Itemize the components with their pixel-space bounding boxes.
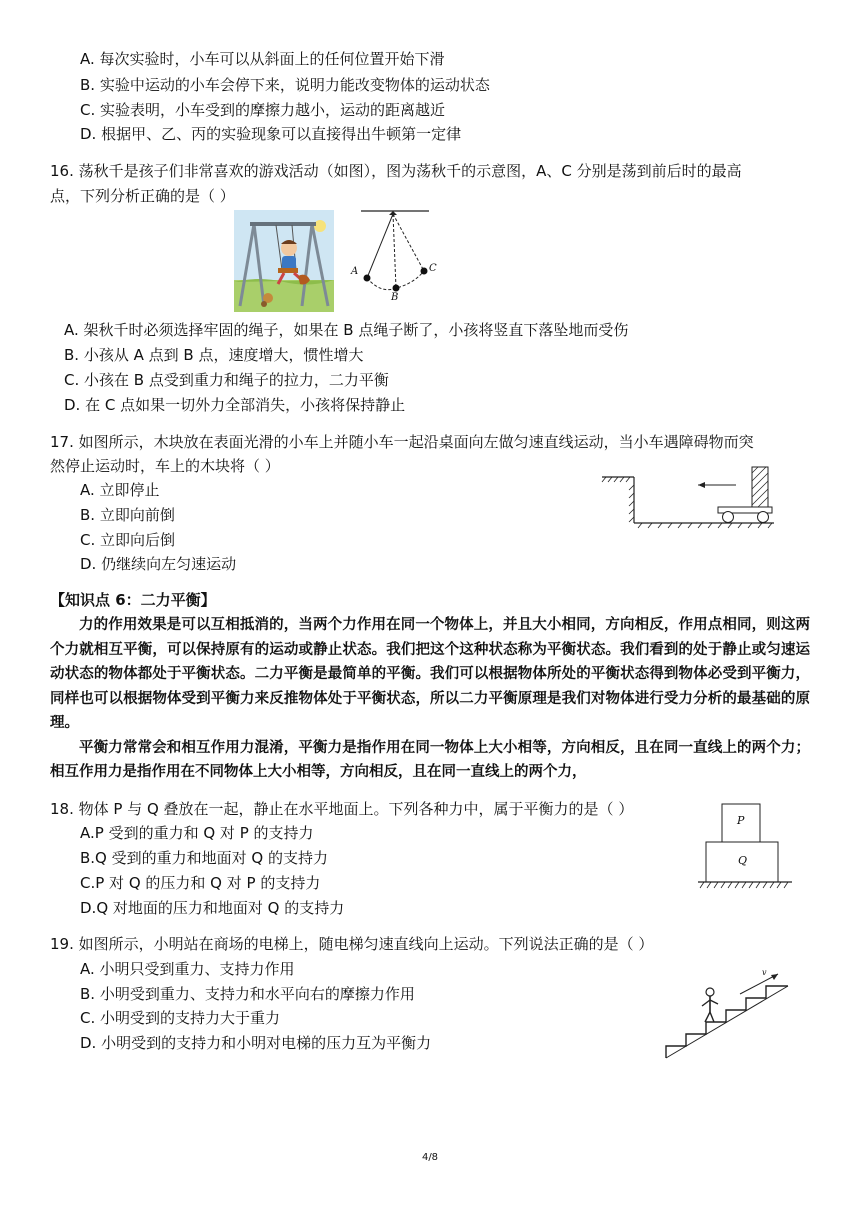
q19-option-c: C. 小明受到的支持力大于重力 xyxy=(80,1009,281,1027)
q19-option-a: A. 小明只受到重力、支持力作用 xyxy=(80,960,295,978)
q17-stem-line1: 17. 如图所示，木块放在表面光滑的小车上并随小车一起沿桌面向左做匀速直线运动，当小车遇障碍物而突 xyxy=(50,433,754,451)
q18-option-a: A.P 受到的重力和 Q 对 P 的支持力 xyxy=(80,824,314,842)
kp6-title: 【知识点 6：二力平衡】 xyxy=(50,591,216,609)
q16-option-b: B. 小孩从 A 点到 B 点，速度增大，惯性增大 xyxy=(64,346,364,364)
q17-option-d: D. 仍继续向左匀速运动 xyxy=(80,555,237,573)
q18-option-b: B.Q 受到的重力和地面对 Q 的支持力 xyxy=(80,849,328,867)
swing-diagram xyxy=(345,208,435,308)
q18-stem: 18. 物体 P 与 Q 叠放在一起，静止在水平地面上。下列各种力中，属于平衡力的是（ ） xyxy=(50,800,634,818)
q15-option-d: D. 根据甲、乙、丙的实验现象可以直接得出牛顿第一定律 xyxy=(80,125,462,143)
cart-diagram xyxy=(600,455,780,530)
q17-option-a: A. 立即停止 xyxy=(80,481,160,499)
page-number: 4/8 xyxy=(421,1152,439,1163)
label-v: v xyxy=(762,968,767,977)
label-q: Q xyxy=(738,854,748,867)
q18-option-c: C.P 对 Q 的压力和 Q 对 P 的支持力 xyxy=(80,874,321,892)
q15-option-b: B. 实验中运动的小车会停下来，说明力能改变物体的运动状态 xyxy=(80,76,490,94)
q19-option-b: B. 小明受到重力、支持力和水平向右的摩擦力作用 xyxy=(80,985,415,1003)
q17-option-b: B. 立即向前倒 xyxy=(80,506,175,524)
kp6-body xyxy=(50,613,810,785)
q16-option-c: C. 小孩在 B 点受到重力和绳子的拉力，二力平衡 xyxy=(64,371,389,389)
label-b: B xyxy=(391,292,399,303)
label-p: P xyxy=(737,814,745,827)
escalator-diagram xyxy=(664,968,792,1060)
q15-option-c: C. 实验表明，小车受到的摩擦力越小，运动的距离越近 xyxy=(80,101,446,119)
q16-stem-line2: 点，下列分析正确的是（ ） xyxy=(50,187,235,205)
q18-option-d: D.Q 对地面的压力和地面对 Q 的支持力 xyxy=(80,899,345,917)
q16-option-a: A. 架秋千时必须选择牢固的绳子，如果在 B 点绳子断了，小孩将竖直下落坠地而受伤 xyxy=(64,321,629,339)
q19-option-d: D. 小明受到的支持力和小明对电梯的压力互为平衡力 xyxy=(80,1034,432,1052)
q15-option-a: A. 每次实验时，小车可以从斜面上的任何位置开始下滑 xyxy=(80,50,445,68)
pq-blocks-diagram xyxy=(698,802,794,894)
label-a: A xyxy=(351,266,359,277)
q16-stem-line1: 16. 荡秋千是孩子们非常喜欢的游戏活动（如图），图为荡秋千的示意图，A、C 分别是荡到前后时的最高 xyxy=(50,162,742,180)
label-c: C xyxy=(429,263,437,274)
q16-option-d: D. 在 C 点如果一切外力全部消失，小孩将保持静止 xyxy=(64,396,406,414)
kp6-paragraph-2: 平衡力常常会和相互作用力混淆，平衡力是指作用在同一物体上大小相等，方向相反，且在同一直线上的两个力；相互作用力是指作用在不同物体上大小相等，方向相反，且在同一直线上的两个力， xyxy=(50,738,810,780)
q17-stem-line2: 然停止运动时，车上的木块将（ ） xyxy=(50,457,280,475)
kp6-paragraph-1: 力的作用效果是可以互相抵消的，当两个力作用在同一个物体上，并且大小相同，方向相反，作用点相同，则这两个力就相互平衡，可以保持原有的运动或静止状态。我们把这个这种状态称为平衡状态。我们看到的处于静止或匀速运动状态的物体都处于平衡状态。二力平衡是最简单的平衡。我们可以根据物体所处的平衡状态得到物体必受到平衡力，同样也可以根据物体受到平衡力来反推物体处于平衡状态，所以二力平衡原理是我们对物体进行受力分析的最基础的原理。 xyxy=(50,616,810,731)
swing-photo xyxy=(234,210,334,312)
q19-stem: 19. 如图所示，小明站在商场的电梯上，随电梯匀速直线向上运动。下列说法正确的是（ ） xyxy=(50,935,654,953)
q17-option-c: C. 立即向后倒 xyxy=(80,531,176,549)
